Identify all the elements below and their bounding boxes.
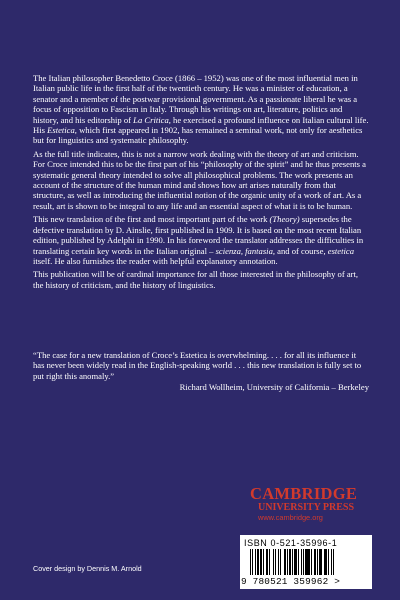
publisher-name: CAMBRIDGE: [250, 484, 358, 503]
blurb-paragraph-1: [33, 73, 369, 146]
publisher-press: UNIVERSITY PRESS: [258, 502, 355, 513]
cover-design-credit: Cover design by Dennis M. Arnold: [33, 564, 142, 573]
blurb-text-run: supersedes the defective translation by D. Ainslie, first published in 1909. It is based on the most recent Italian edition, published by Adelphi in 1990. In his foreword the translator addresses the difficulties in translating certain key words in the Italian original –: [33, 214, 364, 256]
blurb-italic-run: La Critica: [133, 114, 169, 125]
quote-attribution: Richard Wollheim, University of California – Berkeley: [179, 382, 369, 392]
blurb-text-run: itself. He also furnishes the reader with helpful explanatory annotation.: [33, 255, 278, 266]
blurb-italic-run: estetica: [327, 245, 355, 256]
blurb-text-run: , and of course,: [272, 245, 328, 256]
isbn-label: ISBN 0-521-35996-1: [244, 538, 338, 548]
publisher-website: www.cambridge.org: [258, 513, 323, 522]
blurb-paragraph-2: As the full title indicates, this is not a narrow work dealing with the theory of art and criticism. For Croce intended this to be the first part of his “philosophy of the spirit” and he thus presents a systematic general theory intended to solve all philosophical problems. The work presents an account of the structure of the human mind and shows how art arises naturally from that structure, as well as introducing the influential notion of the organic unity of a work of art. As a result, art is shown to be integral to any life and an essential aspect of what it is to be human.: [33, 148, 366, 211]
barcode-bar: [334, 549, 335, 575]
blurb-text-run: The Italian philosopher Benedetto Croce (1866 – 1952) was one of the most influential men in Italian public life in the first half of the twentieth century. He was a minister of education, a senator and a member of the postwar provisional government. As a passionate liberal he was a focus of opposition to Fascism in Italy. Through his writings on art, literature, politics and history, and his editorship of: [33, 73, 358, 125]
review-quote: [33, 350, 369, 381]
blurb-text-run: , which first appeared in 1902, has remained a seminal work, not only for aesthetics but for linguistics and systematic philosophy.: [33, 125, 363, 146]
blurb-text: [33, 73, 369, 293]
blurb-text-run: This new translation of the first and most important part of the work: [33, 214, 270, 225]
publisher-logo: [250, 486, 370, 522]
barcode-bars: [250, 549, 362, 575]
blurb-italic-run: Estetica: [47, 125, 75, 136]
quote-text: “The case for a new translation of Croce’s Estetica is overwhelming. . . . for all its influence it has never been widely read in the English-speaking world . . . this new translation is fully set to put right this anomaly.”: [33, 350, 362, 381]
blurb-text-run: , he exercised a profound influence on Italian cultural life. His: [33, 114, 369, 136]
blurb-paragraph-4: This publication will be of cardinal importance for all those interested in the philosophy of art, the history of criticism, and the history of linguistics.: [33, 269, 359, 290]
barcode-digits: 9 780521 359962 >: [241, 576, 341, 587]
blurb-paragraph-3: [33, 214, 369, 266]
blurb-italic-run: scienza, fantasia: [215, 245, 273, 256]
isbn-barcode: [240, 535, 372, 589]
blurb-italic-run: (Theory): [269, 214, 300, 225]
